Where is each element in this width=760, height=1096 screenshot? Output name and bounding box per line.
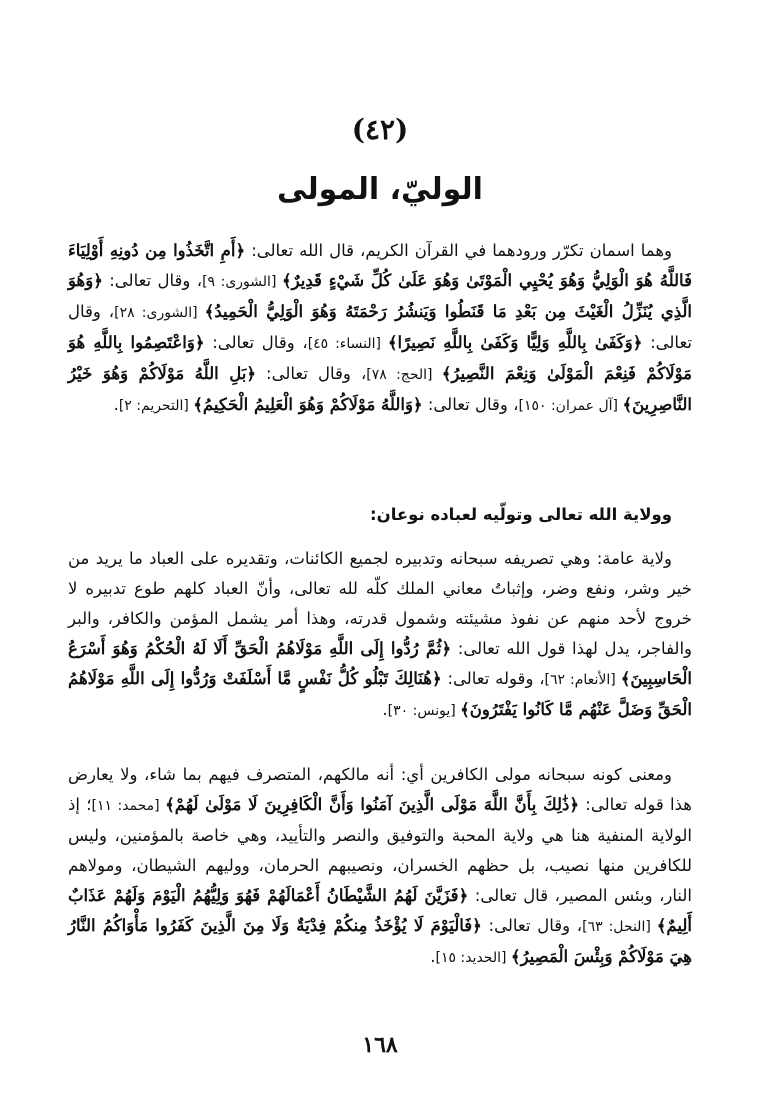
verse-reference: [الحديد: ١٥] xyxy=(435,950,511,966)
quran-verse: ﴿ذَٰلِكَ بِأَنَّ اللَّهَ مَوْلَى الَّذِينَ آمَنُوا وَأَنَّ الْكَافِرِينَ لَا مَوْلَىٰ لَهُمْ﴾ xyxy=(165,795,580,814)
paragraph-general-guardianship xyxy=(68,544,692,726)
paragraph-text: ومعنى كونه سبحانه مولى الكافرين أي: أنه مالكهم، المتصرف فيهم بما شاء، ولا يعارض هذا قوله تعالى: xyxy=(68,765,693,814)
paragraph-text: ، وقال تعالى: xyxy=(481,916,583,935)
verse-reference: [النحل: ٦٣] xyxy=(582,919,657,935)
paragraph-text: ، وقال تعالى: xyxy=(422,395,519,414)
quran-verse: ﴿فَالْيَوْمَ لَا يُؤْخَذُ مِنكُمْ فِدْيَةٌ وَلَا مِنَ الَّذِينَ كَفَرُوا مَأْوَاكُمُ النَّارُ هِيَ مَوْلَاكُمْ وَبِئْسَ الْمَصِيرُ﴾ xyxy=(68,916,692,966)
verse-reference: [النساء: ٤٥] xyxy=(307,336,388,352)
verse-reference: [محمد: ١١] xyxy=(91,798,166,814)
verse-reference: [الحج: ٧٨] xyxy=(366,367,442,383)
paragraph-text: ولاية عامة: وهي تصريفه سبحانه وتدبيره لجميع الكائنات، وتقديره على العباد ما يريد من خير وشر، ونفع وضر، وإثباتُ معاني الملك كلّه لله تعالى، وأنّ العباد كلهم طوع تدبيره لا خروج لأحد منهم عن نفوذ مشيئته وشمول قدرته، وهذا أمر يشمل المؤمن والكافر، والبر والفاجر، يدل لهذا قول الله تعالى: xyxy=(68,549,692,658)
section-heading xyxy=(68,500,692,530)
paragraph-master-of-disbelievers xyxy=(68,760,692,973)
page-number: ١٦٨ xyxy=(362,1032,398,1058)
quran-verse: ﴿وَكَفَىٰ بِاللَّهِ وَلِيًّا وَكَفَىٰ بِاللَّهِ نَصِيرًا﴾ xyxy=(387,333,643,352)
verse-reference: [التحريم: ٢] xyxy=(118,398,194,414)
paragraph-text: . xyxy=(382,700,388,719)
verse-reference: [آل عمران: ١٥٠] xyxy=(518,398,623,414)
quran-verse: ﴿بَلِ اللَّهُ مَوْلَاكُمْ وَهُوَ خَيْرُ النَّاصِرِينَ﴾ xyxy=(68,364,692,414)
quran-verse: ﴿وَهُوَ الَّذِي يُنَزِّلُ الْغَيْثَ مِن بَعْدِ مَا قَنَطُوا وَيَنشُرُ رَحْمَتَهُ وَهُوَ الْوَلِيُّ الْحَمِيدُ﴾ xyxy=(68,271,692,321)
verse-reference: [الشورى: ٩] xyxy=(202,274,282,290)
paragraph-text: وهما اسمان تكرّر ورودهما في القرآن الكريم، قال الله تعالى: xyxy=(245,241,673,260)
chapter-number: (٤٢) xyxy=(351,113,409,146)
paragraph-text: ؛ إذ الولاية المنفية هنا هي ولاية المحبة والتوفيق والنصر والتأييد، وهي خاصة بالمؤمنين، وليس للكافرين منها نصيب، بل حظهم الخسران، ونصيبهم الحرمان، ووليهم الشيطان، ومولاهم النار، وبئس المصير، قال تعالى: xyxy=(68,795,692,905)
chapter-title: الوليّ، المولى xyxy=(277,172,483,207)
quran-verse: ﴿ثُمَّ رُدُّوا إِلَى اللَّهِ مَوْلَاهُمُ الْحَقِّ أَلَا لَهُ الْحُكْمُ وَهُوَ أَسْرَعُ الْحَاسِبِينَ﴾ xyxy=(68,639,692,688)
paragraph-text: . xyxy=(113,395,119,414)
quran-verse: ﴿وَاعْتَصِمُوا بِاللَّهِ هُوَ مَوْلَاكُمْ فَنِعْمَ الْمَوْلَىٰ وَنِعْمَ النَّصِيرُ﴾ xyxy=(68,333,692,383)
paragraph-text: ، وقال تعالى: xyxy=(256,364,367,383)
section-heading-text: وولاية الله تعالى وتولّيه لعباده نوعان: xyxy=(370,505,672,524)
verse-reference: [الشورى: ٢٨] xyxy=(114,305,205,321)
paragraph-text: ، وقال تعالى: xyxy=(68,302,693,352)
quran-verse: ﴿أَمِ اتَّخَذُوا مِن دُونِهِ أَوْلِيَاءَ فَاللَّهُ هُوَ الْوَلِيُّ وَهُوَ يُحْيِي الْمَوْتَىٰ وَهُوَ عَلَىٰ كُلِّ شَيْءٍ قَدِيرٌ﴾ xyxy=(68,241,692,290)
paragraph-text: ، وقال تعالى: xyxy=(204,333,308,352)
verse-reference: [الأنعام: ٦٢] xyxy=(544,672,621,688)
quran-verse: ﴿فَزَيَّنَ لَهُمُ الشَّيْطَانُ أَعْمَالَهُمْ فَهُوَ وَلِيُّهُمُ الْيَوْمَ وَلَهُمْ عَذَابٌ أَلِيمٌ﴾ xyxy=(68,886,692,935)
book-page xyxy=(68,0,692,1096)
verse-reference: [يونس: ٣٠] xyxy=(387,703,461,719)
paragraph-text: ، وقال تعالى: xyxy=(102,271,203,290)
paragraph-text: ، وقوله تعالى: xyxy=(441,669,545,688)
quran-verse: ﴿وَاللَّهُ مَوْلَاكُمْ وَهُوَ الْعَلِيمُ الْحَكِيمُ﴾ xyxy=(193,395,423,414)
quran-verse: ﴿هُنَالِكَ تَبْلُو كُلُّ نَفْسٍ مَّا أَسْلَفَتْ وَرُدُّوا إِلَى اللَّهِ مَوْلَاهُمُ الْحَقِّ وَضَلَّ عَنْهُم مَّا كَانُوا يَفْتَرُونَ﴾ xyxy=(68,669,692,719)
paragraph-text: . xyxy=(430,947,436,966)
paragraph-intro xyxy=(68,236,692,421)
